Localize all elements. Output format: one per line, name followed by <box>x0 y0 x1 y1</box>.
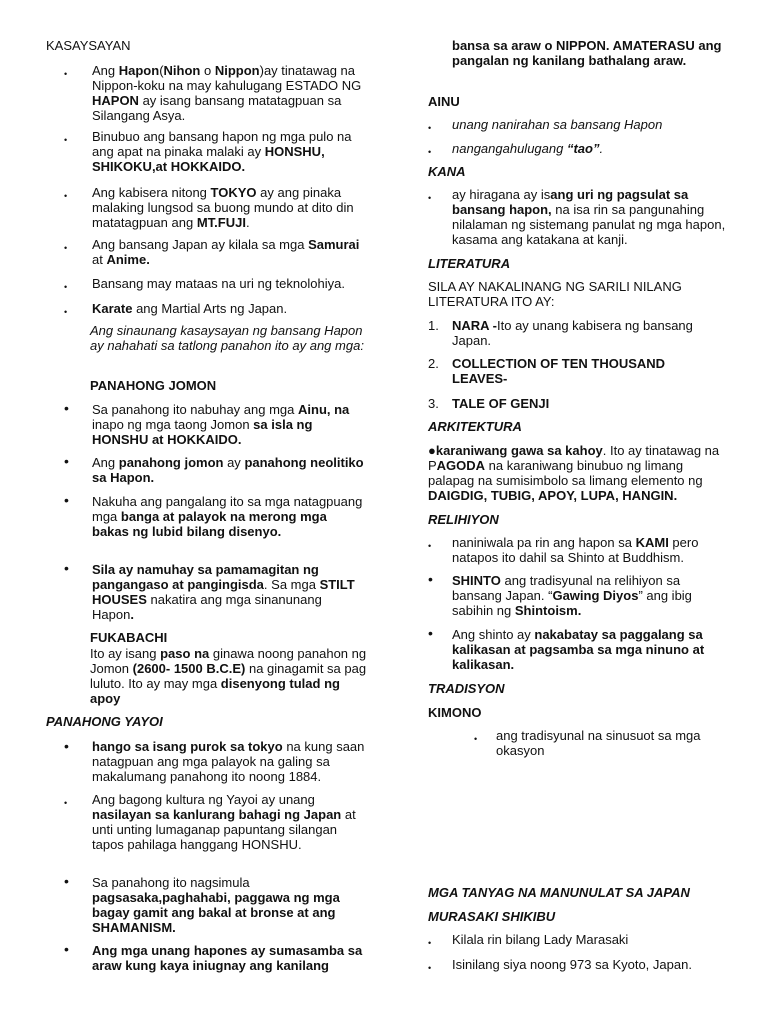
section-title-literatura: LITERATURA <box>428 256 511 271</box>
list-item: nangangahulugang “tao”. <box>452 141 604 156</box>
bullet-icon: • <box>64 191 68 201</box>
list-item: Bansang may mataas na uri ng teknolohiya. <box>92 276 345 291</box>
section-title-manunulat: MGA TANYAG NA MANUNULAT SA JAPAN <box>428 885 690 900</box>
intro-text: Ang sinaunang kasaysayan ng bansang Hapon ay nahahati sa tatlong panahon ito ay ang mga: <box>90 323 364 353</box>
bullet-icon: • <box>64 738 69 754</box>
bullet-icon: • <box>428 123 432 133</box>
list-item: Nakuha ang pangalang ito sa mga natagpuang mga banga at palayok na merong mga bakas ng lubid bilang disenyo. <box>92 494 363 539</box>
list-item: naniniwala pa rin ang hapon sa KAMI pero natapos ito dahil sa Shinto at Buddhism. <box>452 535 699 565</box>
list-item: Kilala rin bilang Lady Marasaki <box>452 932 629 947</box>
bullet-icon: • <box>428 193 432 203</box>
bullet-icon: • <box>64 941 69 957</box>
list-number: 3. <box>428 396 439 411</box>
list-number: 1. <box>428 318 439 333</box>
section-title-relihiyon: RELIHIYON <box>428 512 499 527</box>
list-item: NARA -Ito ay unang kabisera ng bansang Japan. <box>452 318 693 348</box>
bullet-icon: • <box>64 560 69 576</box>
section-title-arkitektura: ARKITEKTURA <box>428 419 522 434</box>
bullet-icon: • <box>428 625 433 641</box>
list-item: Karate ang Martial Arts ng Japan. <box>92 301 288 316</box>
bullet-icon: • <box>64 243 68 253</box>
list-item: COLLECTION OF TEN THOUSAND LEAVES- <box>452 356 666 386</box>
list-item: Ang mga unang hapones ay sumasamba sa araw kung kaya iniugnay ang kanilang <box>92 943 363 973</box>
bullet-icon: • <box>64 282 68 292</box>
bullet-icon: • <box>64 135 68 145</box>
list-item: Ang kabisera nitong TOKYO ay ang pinaka malaking lungsod sa buong mundo at dito din matatagpuan ang MT.FUJI. <box>92 185 354 230</box>
list-item: Ang shinto ay nakabatay sa paggalang sa kalikasan at pagsamba sa mga ninuno at kalikasan. <box>452 627 705 672</box>
section-title-tradisyon: TRADISYON <box>428 681 505 696</box>
list-item: Ang bansang Japan ay kilala sa mga Samurai at Anime. <box>92 237 360 267</box>
section-title-fukabachi: FUKABACHI <box>90 630 168 645</box>
bullet-icon: • <box>64 453 69 469</box>
continued-text: bansa sa araw o NIPPON. AMATERASU ang pangalan ng kanilang bathalang araw. <box>452 38 722 68</box>
list-item: ay hiragana ay isang uri ng pagsulat sa bansang hapon, na isa rin sa pangunahing nilalaman ng sistemang panulat ng mga hapon, kasama ang katakana at kanji. <box>452 187 726 247</box>
list-item: ang tradisyunal na sinusuot sa mga okasyon <box>496 728 701 758</box>
kimono-title: KIMONO <box>428 705 482 720</box>
bullet-icon: • <box>64 307 68 317</box>
list-item: Ang panahong jomon ay panahong neolitiko sa Hapon. <box>92 455 364 485</box>
list-item: Sa panahong ito nabuhay ang mga Ainu, na inapo ng mga taong Jomon sa isla ng HONSHU at HOKKAIDO. <box>92 402 350 447</box>
section-title-jomon: PANAHONG JOMON <box>90 378 217 393</box>
literatura-intro: SILA AY NAKALINANG NG SARILI NILANG LITERATURA ITO AY: <box>428 279 682 309</box>
list-number: 2. <box>428 356 439 371</box>
list-item: SHINTO ang tradisyunal na relihiyon sa bansang Japan. “Gawing Diyos” ang ibig sabihin ng Shintoism. <box>452 573 692 618</box>
list-item: Isinilang siya noong 973 sa Kyoto, Japan. <box>452 957 692 972</box>
section-title-murasaki: MURASAKI SHIKIBU <box>428 909 556 924</box>
bullet-icon: • <box>428 571 433 587</box>
kasaysayan-heading: KASAYSAYAN <box>46 38 131 53</box>
arkitektura-text: ●karaniwang gawa sa kahoy. Ito ay tinatawag na PAGODA na karaniwang binubuo ng limang palapag na sumisimbolo sa limang elemento ng DAIGDIG, TUBIG, APOY, LUPA, HANGIN. <box>428 443 720 503</box>
bullet-icon: • <box>428 963 432 973</box>
section-title-kana: KANA <box>428 164 466 179</box>
list-item: Sila ay namuhay sa pamamagitan ng pangangaso at pangingisda. Sa mga STILT HOUSES nakatira ang mga sinanunang Hapon. <box>92 562 355 622</box>
section-title-ainu: AINU <box>428 94 460 109</box>
bullet-icon: • <box>428 147 432 157</box>
list-item: Ang Hapon(Nihon o Nippon)ay tinatawag na Nippon-koku na may kahulugang ESTADO NG HAPON ay isang bansang matatagpuan sa Silangang Asya. <box>92 63 362 123</box>
bullet-icon: • <box>64 873 69 889</box>
list-item: hango sa isang purok sa tokyo na kung saan natagpuan ang mga palayok na galing sa makalumang panahong ito noong 1884. <box>92 739 365 784</box>
bullet-icon: • <box>64 69 68 79</box>
section-title-yayoi: PANAHONG YAYOI <box>46 714 163 729</box>
bullet-icon: • <box>428 938 432 948</box>
list-item: Ang bagong kultura ng Yayoi ay unang nasilayan sa kanlurang bahagi ng Japan at unti unting lumaganap papuntang silangan tapos pahilaga hanggang HONSHU. <box>92 792 356 852</box>
fukabachi-text: Ito ay isang paso na ginawa noong panahon ng Jomon (2600- 1500 B.C.E) na ginagamit sa pag luluto. Ito ay may mga disenyong tulad ng apoy <box>90 646 367 706</box>
list-item: Sa panahong ito nagsimula pagsasaka,paghahabi, paggawa ng mga bagay gamit ang bakal at bronse at ang SHAMANISM. <box>92 875 340 935</box>
bullet-icon: • <box>64 400 69 416</box>
list-item: unang nanirahan sa bansang Hapon <box>452 117 663 132</box>
bullet-icon: • <box>428 541 432 551</box>
bullet-icon: • <box>474 734 478 744</box>
list-item: Binubuo ang bansang hapon ng mga pulo na ang apat na pinaka malaki ay HONSHU, SHIKOKU,at HOKKAIDO. <box>92 129 352 174</box>
bullet-icon: • <box>64 798 68 808</box>
list-item: TALE OF GENJI <box>452 396 550 411</box>
bullet-icon: • <box>64 492 69 508</box>
